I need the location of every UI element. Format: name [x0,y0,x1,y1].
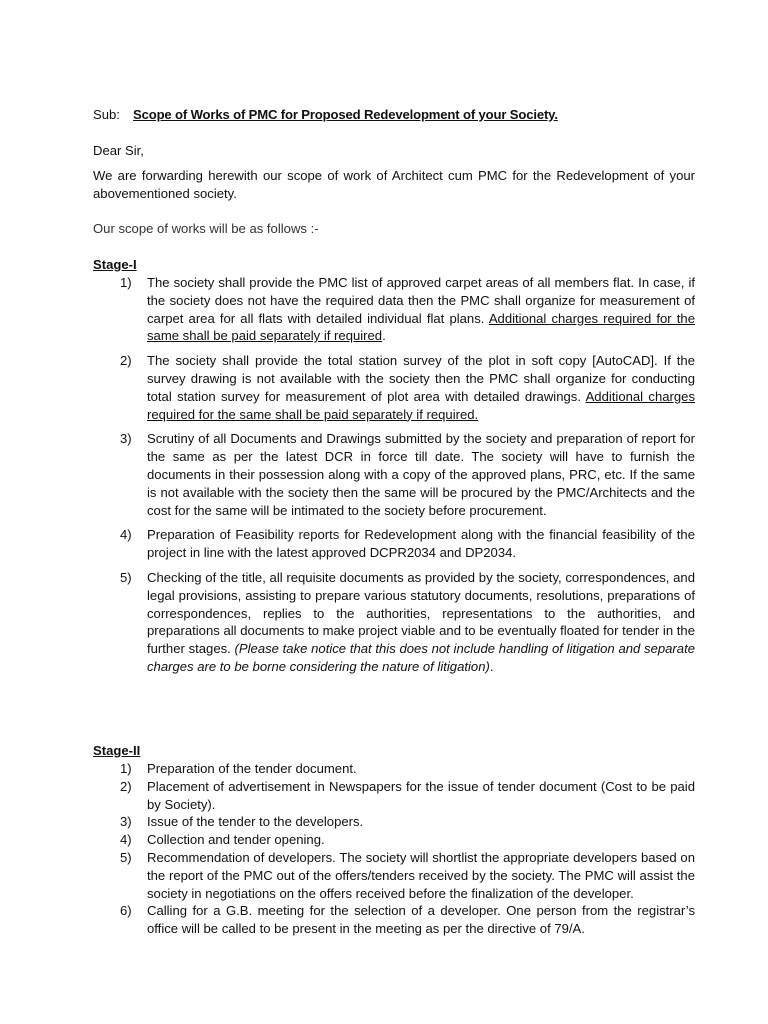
item-text: Preparation of Feasibility reports for Redevelopment along with the financial feasibility of the project in line with the latest approved DCPR2034 and DP2034. [147,527,695,561]
intro-paragraph: We are forwarding herewith our scope of work of Architect cum PMC for the Redevelopment of your abovementioned society. [93,168,695,201]
stage-1-item [93,526,695,562]
subject-text: Scope of Works of PMC for Proposed Redevelopment of your Society. [133,107,558,122]
subject-label: Sub: [93,107,120,122]
item-underlined-note: Additional charges required for the same shall be paid separately if required. [147,388,696,422]
stage-2-item [93,849,695,902]
stage-2-item [93,760,695,778]
item-text: Calling for a G.B. meeting for the selection of a developer. One person from the registrar’s office will be called to be present in the meeting as per the directive of 79/A. [147,903,695,937]
stage-1-list [93,274,695,683]
stage-2-item [93,831,695,849]
item-text: Collection and tender opening. [147,832,325,848]
item-number: 5) [120,569,132,585]
item-text: The society shall provide the total station survey of the plot in soft copy [AutoCAD]. If the survey drawing is not available with the society then the PMC shall organize for conducting total station survey for measurement of plot area with detailed drawings. [147,353,695,404]
item-number: 2) [120,353,132,369]
item-number: 6) [120,903,132,919]
stage-1-item [93,430,695,519]
item-text: Placement of advertisement in Newspapers for the issue of tender document (Cost to be paid by Society). [147,778,695,812]
item-number: 4) [120,527,132,543]
stage-1-item [93,569,695,676]
item-text: Preparation of the tender document. [147,761,357,776]
item-text: Checking of the title, all requisite documents as provided by the society, correspondences, and legal provisions, assisting to prepare various statutory documents, resolutions, preparations of correspondences, replies to the authorities, representations to the authorities, and preparations all documents to make project viable and to be eventually floated for tender in the further stages. [147,569,695,657]
item-number: 1) [120,275,132,290]
item-text: Scrutiny of all Documents and Drawings submitted by the society and preparation of report for the same as per the latest DCR in force till date. The society will have to furnish the documents in their possession along with a copy of the approved plans, PRC, etc. If the same is not available with the society then the same will be procured by the PMC/Architects and the cost for the same will be intimated to the society before procurement. [147,431,695,518]
stage-1-item [93,274,695,345]
item-text: Issue of the tender to the developers. [147,814,364,830]
scope-intro: Our scope of works will be as follows :- [93,221,319,236]
item-number: 1) [120,761,132,776]
item-number: 5) [120,849,132,865]
item-text-end: . [382,328,386,344]
item-text: Recommendation of developers. The society will shortlist the appropriate developers based on the report of the PMC out of the offers/tenders received by the society. The PMC will assist the society in negotiations on the offers received before the finalization of the developer. [147,849,695,901]
stage-2-item [93,902,695,938]
item-number: 3) [120,814,132,830]
salutation: Dear Sir, [93,143,144,158]
item-italic-note: (Please take notice that this does not include handling of litigation and separate charges are to be borne considering the nature of litigation) [147,641,695,674]
stage-1-title: Stage-I [93,257,137,272]
stage-2-title: Stage-II [93,743,141,758]
stage-2-item [93,813,695,831]
item-number: 2) [120,778,132,794]
stage-1-item [93,352,695,423]
stage-2-list [93,760,695,938]
subject-line [93,106,713,124]
item-number: 4) [120,832,132,848]
item-underlined-note: Additional charges required for the same shall be paid separately if required [147,310,695,344]
item-number: 3) [120,431,132,447]
item-text-end: . [489,658,494,674]
item-text: The society shall provide the PMC list of approved carpet areas of all members flat. In case, if the society does not have the required data then the PMC shall organize for measurement of carpet area for all flats with detailed individual flat plans. [147,275,695,326]
stage-2-item [93,778,695,814]
